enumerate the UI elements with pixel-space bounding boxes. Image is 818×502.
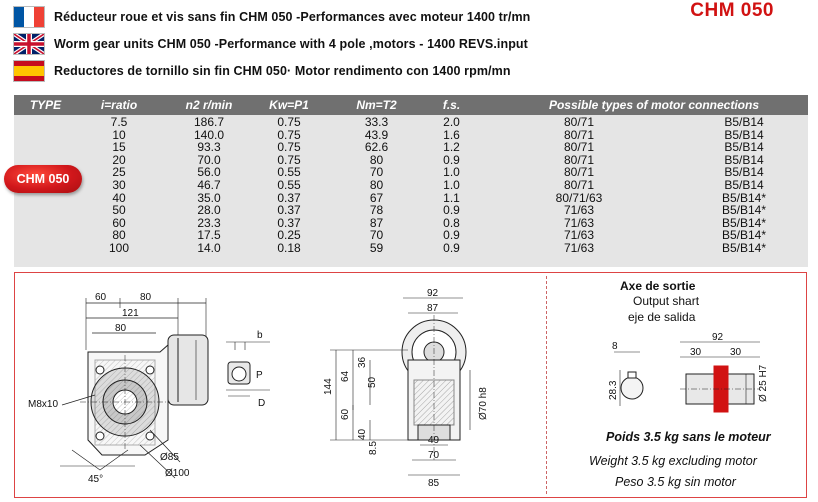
col-type: TYPE (29, 98, 62, 112)
dim-p: P (256, 370, 263, 381)
type-badge: CHM 050 (4, 165, 82, 193)
brand-title: CHM 050 (690, 0, 774, 21)
dim-49: 49 (428, 435, 440, 446)
cell-n2: 93.3 (197, 140, 221, 155)
cell-n2: 70.0 (197, 152, 221, 167)
cell-kw: 0.75 (277, 115, 301, 129)
weight-es: Peso 3.5 kg sin motor (615, 475, 736, 489)
cell-kw: 0.37 (277, 190, 301, 205)
cell-ratio: 60 (112, 215, 126, 230)
dim-85: 85 (428, 478, 440, 489)
col-n2: n2 r/min (185, 98, 233, 112)
output-shaft-en: Output shart (633, 294, 700, 308)
cell-ratio: 80 (112, 228, 126, 243)
dim-36: 36 (357, 356, 368, 368)
col-kw: Kw=P1 (269, 98, 309, 112)
cell-motor: 80/71 (563, 115, 595, 129)
cell-n2: 23.3 (197, 215, 221, 230)
cell-flange: B5/B14 (724, 165, 764, 180)
cell-nm: 62.6 (364, 140, 389, 155)
dim-64: 64 (340, 370, 351, 382)
dim-b: b (257, 330, 263, 341)
cell-fs: 0.9 (443, 228, 460, 243)
cell-flange: B5/B14* (721, 190, 767, 205)
shaft-dim-8: 8 (612, 341, 618, 352)
cell-motor: 71/63 (563, 240, 595, 255)
cell-motor: 71/63 (563, 228, 595, 243)
weight-en: Weight 3.5 kg excluding motor (589, 454, 757, 468)
dim-diameter-85: Ø85 (160, 452, 179, 463)
dim-144: 144 (323, 378, 334, 395)
cell-n2: 46.7 (197, 177, 221, 192)
cell-nm: 70 (369, 228, 384, 243)
cell-motor: 71/63 (563, 203, 595, 218)
col-fs: f.s. (442, 98, 461, 112)
cell-nm: 78 (369, 203, 384, 218)
cell-nm: 70 (369, 165, 384, 180)
dim-diameter-70-h8: Ø70 h8 (478, 387, 489, 420)
header-text-en: Worm gear units CHM 050 -Performance with 4 pole ,motors - 1400 REVS.input (54, 37, 528, 51)
cell-nm: 67 (369, 190, 384, 205)
dim-121: 121 (122, 308, 139, 319)
cell-flange: B5/B14* (721, 240, 767, 255)
col-nm: Nm=T2 (356, 98, 397, 112)
dim-m8x10: M8x10 (28, 399, 59, 410)
output-shaft-es: eje de salida (628, 310, 696, 324)
header-text-fr: Réducteur roue et vis sans fin CHM 050 -Performances avec moteur 1400 tr/mn (54, 10, 531, 24)
cell-fs: 1.0 (443, 177, 460, 192)
cell-n2: 17.5 (197, 228, 221, 243)
cell-fs: 1.6 (443, 127, 460, 142)
cell-kw: 0.18 (277, 240, 301, 255)
cell-n2: 56.0 (197, 165, 221, 180)
cell-flange: B5/B14* (721, 203, 767, 218)
cell-fs: 0.9 (443, 240, 460, 255)
cell-kw: 0.37 (277, 215, 301, 230)
dim-92: 92 (427, 288, 439, 299)
cell-kw: 0.25 (277, 228, 301, 243)
cell-nm: 87 (369, 215, 384, 230)
cell-motor: 80/71/63 (555, 190, 603, 205)
cell-n2: 186.7 (193, 115, 225, 129)
cell-ratio: 7.5 (110, 115, 128, 129)
cell-nm: 59 (369, 240, 384, 255)
output-shaft-title: Axe de sortie (620, 279, 696, 293)
col-ratio: i=ratio (100, 98, 138, 112)
cell-flange: B5/B14 (724, 127, 764, 142)
dim-60: 60 (340, 408, 351, 420)
shaft-dim-diameter-25-h7: Ø 25 H7 (758, 364, 769, 402)
cell-kw: 0.55 (277, 177, 301, 192)
dim-diameter-100: Ø100 (165, 468, 190, 479)
cell-fs: 0.9 (443, 152, 460, 167)
dim-45-deg: 45° (88, 474, 104, 485)
dim-80-inner: 80 (115, 323, 127, 334)
gearbox-side-view (60, 298, 208, 478)
cell-motor: 80/71 (563, 140, 595, 155)
cell-kw: 0.75 (277, 127, 301, 142)
cell-nm: 80 (369, 177, 384, 192)
shaft-dim-92: 92 (712, 332, 724, 343)
cell-ratio: 30 (112, 177, 126, 192)
dim-50: 50 (367, 376, 378, 388)
gearbox-front-view (330, 298, 470, 475)
cell-motor: 71/63 (563, 215, 595, 230)
cell-flange: B5/B14 (724, 177, 764, 192)
cell-kw: 0.75 (277, 140, 301, 155)
cell-kw: 0.55 (277, 165, 301, 180)
cell-ratio: 15 (112, 140, 126, 155)
header-text-es: Reductores de tornillo sin fin CHM 050· Motor rendimento con 1400 rpm/mn (54, 64, 511, 78)
cell-ratio: 100 (108, 240, 130, 255)
cell-nm: 43.9 (364, 127, 389, 142)
cell-nm: 80 (369, 152, 384, 167)
dim-8-5: 8.5 (368, 441, 379, 455)
cell-motor: 80/71 (563, 177, 595, 192)
shaft-dim-30-left: 30 (690, 347, 702, 358)
cell-flange: B5/B14 (724, 115, 764, 129)
dim-60: 60 (95, 292, 107, 303)
cell-kw: 0.75 (277, 152, 301, 167)
cell-fs: 0.9 (443, 203, 460, 218)
cell-n2: 35.0 (197, 190, 221, 205)
cell-fs: 1.2 (443, 140, 460, 155)
cell-kw: 0.37 (277, 203, 301, 218)
cell-n2: 140.0 (193, 127, 225, 142)
cell-motor: 80/71 (563, 152, 595, 167)
cell-fs: 1.1 (443, 190, 460, 205)
cell-ratio: 40 (112, 190, 126, 205)
cell-motor: 80/71 (563, 127, 595, 142)
dim-87: 87 (427, 303, 439, 314)
col-motor-connections: Possible types of motor connections (548, 98, 760, 112)
dim-80-top: 80 (140, 292, 152, 303)
cell-ratio: 50 (112, 203, 126, 218)
cell-flange: B5/B14 (724, 152, 764, 167)
cell-n2: 14.0 (197, 240, 221, 255)
cell-fs: 2.0 (443, 115, 460, 129)
cell-nm: 33.3 (364, 115, 389, 129)
cell-motor: 80/71 (563, 165, 595, 180)
cell-fs: 1.0 (443, 165, 460, 180)
dim-d: D (258, 398, 266, 409)
dim-70: 70 (428, 450, 440, 461)
cell-ratio: 25 (112, 165, 126, 180)
shaft-dim-30-right: 30 (730, 347, 742, 358)
cell-flange: B5/B14* (721, 215, 767, 230)
cell-n2: 28.0 (197, 203, 221, 218)
cell-ratio: 10 (112, 127, 126, 142)
cell-flange: B5/B14* (721, 228, 767, 243)
cell-fs: 0.8 (443, 215, 460, 230)
shaft-dim-28-3: 28.3 (608, 380, 619, 400)
cell-flange: B5/B14 (724, 140, 764, 155)
shaft-end-view (226, 342, 270, 396)
cell-ratio: 20 (112, 152, 126, 167)
dim-40: 40 (357, 428, 368, 440)
weight-fr: Poids 3.5 kg sans le moteur (606, 430, 771, 444)
